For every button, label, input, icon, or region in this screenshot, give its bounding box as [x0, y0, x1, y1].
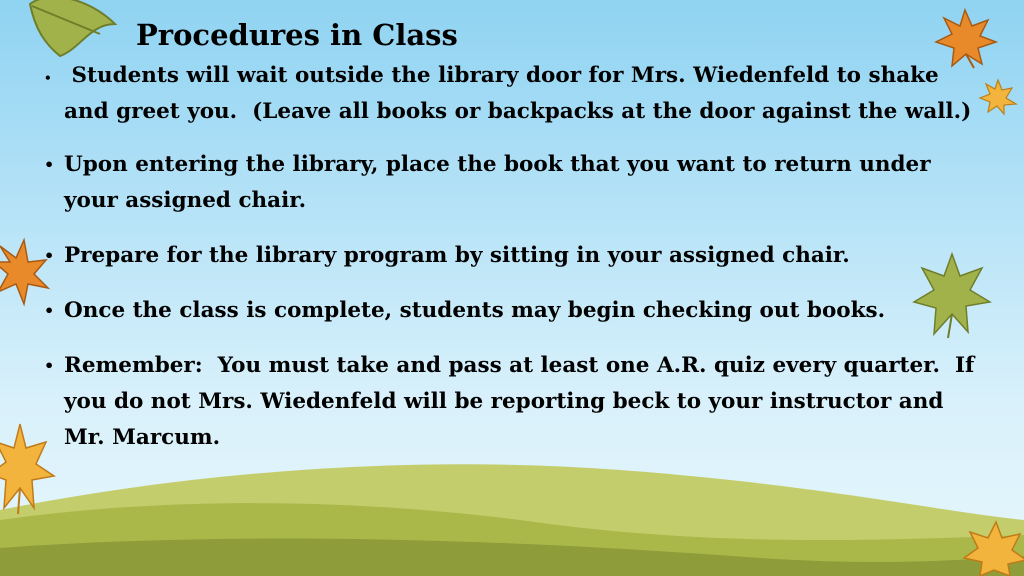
- list-item: [40, 238, 990, 274]
- bullet-text: Upon entering the library, place the book that you want to return under your assigned chair.: [64, 152, 931, 213]
- slide-title: Procedures in Class: [136, 18, 458, 52]
- bullet-text: Prepare for the library program by sitting in your assigned chair.: [64, 243, 850, 268]
- bullet-dot: •: [44, 301, 55, 320]
- bullet-dot: •: [44, 246, 55, 265]
- list-item: [40, 58, 990, 130]
- bullet-dot: •: [44, 155, 55, 174]
- list-item: [40, 147, 990, 219]
- bullet-list: [40, 58, 990, 475]
- bullet-text: Remember: You must take and pass at least one A.R. quiz every quarter. If you do not Mrs. Wiedenfeld will be reporting beck to your instructor and Mr. Marcum.: [64, 353, 982, 450]
- bullet-text: Once the class is complete, students may begin checking out books.: [64, 298, 886, 323]
- list-item: [40, 293, 990, 329]
- leaf-icon: [956, 520, 1024, 576]
- bullet-text: Students will wait outside the library door for Mrs. Wiedenfeld to shake and greet you. (Leave all books or backpacks at the door against the wall.): [64, 63, 972, 124]
- bullet-dot: •: [44, 71, 52, 85]
- bullet-dot: •: [44, 356, 55, 375]
- list-item: [40, 348, 990, 456]
